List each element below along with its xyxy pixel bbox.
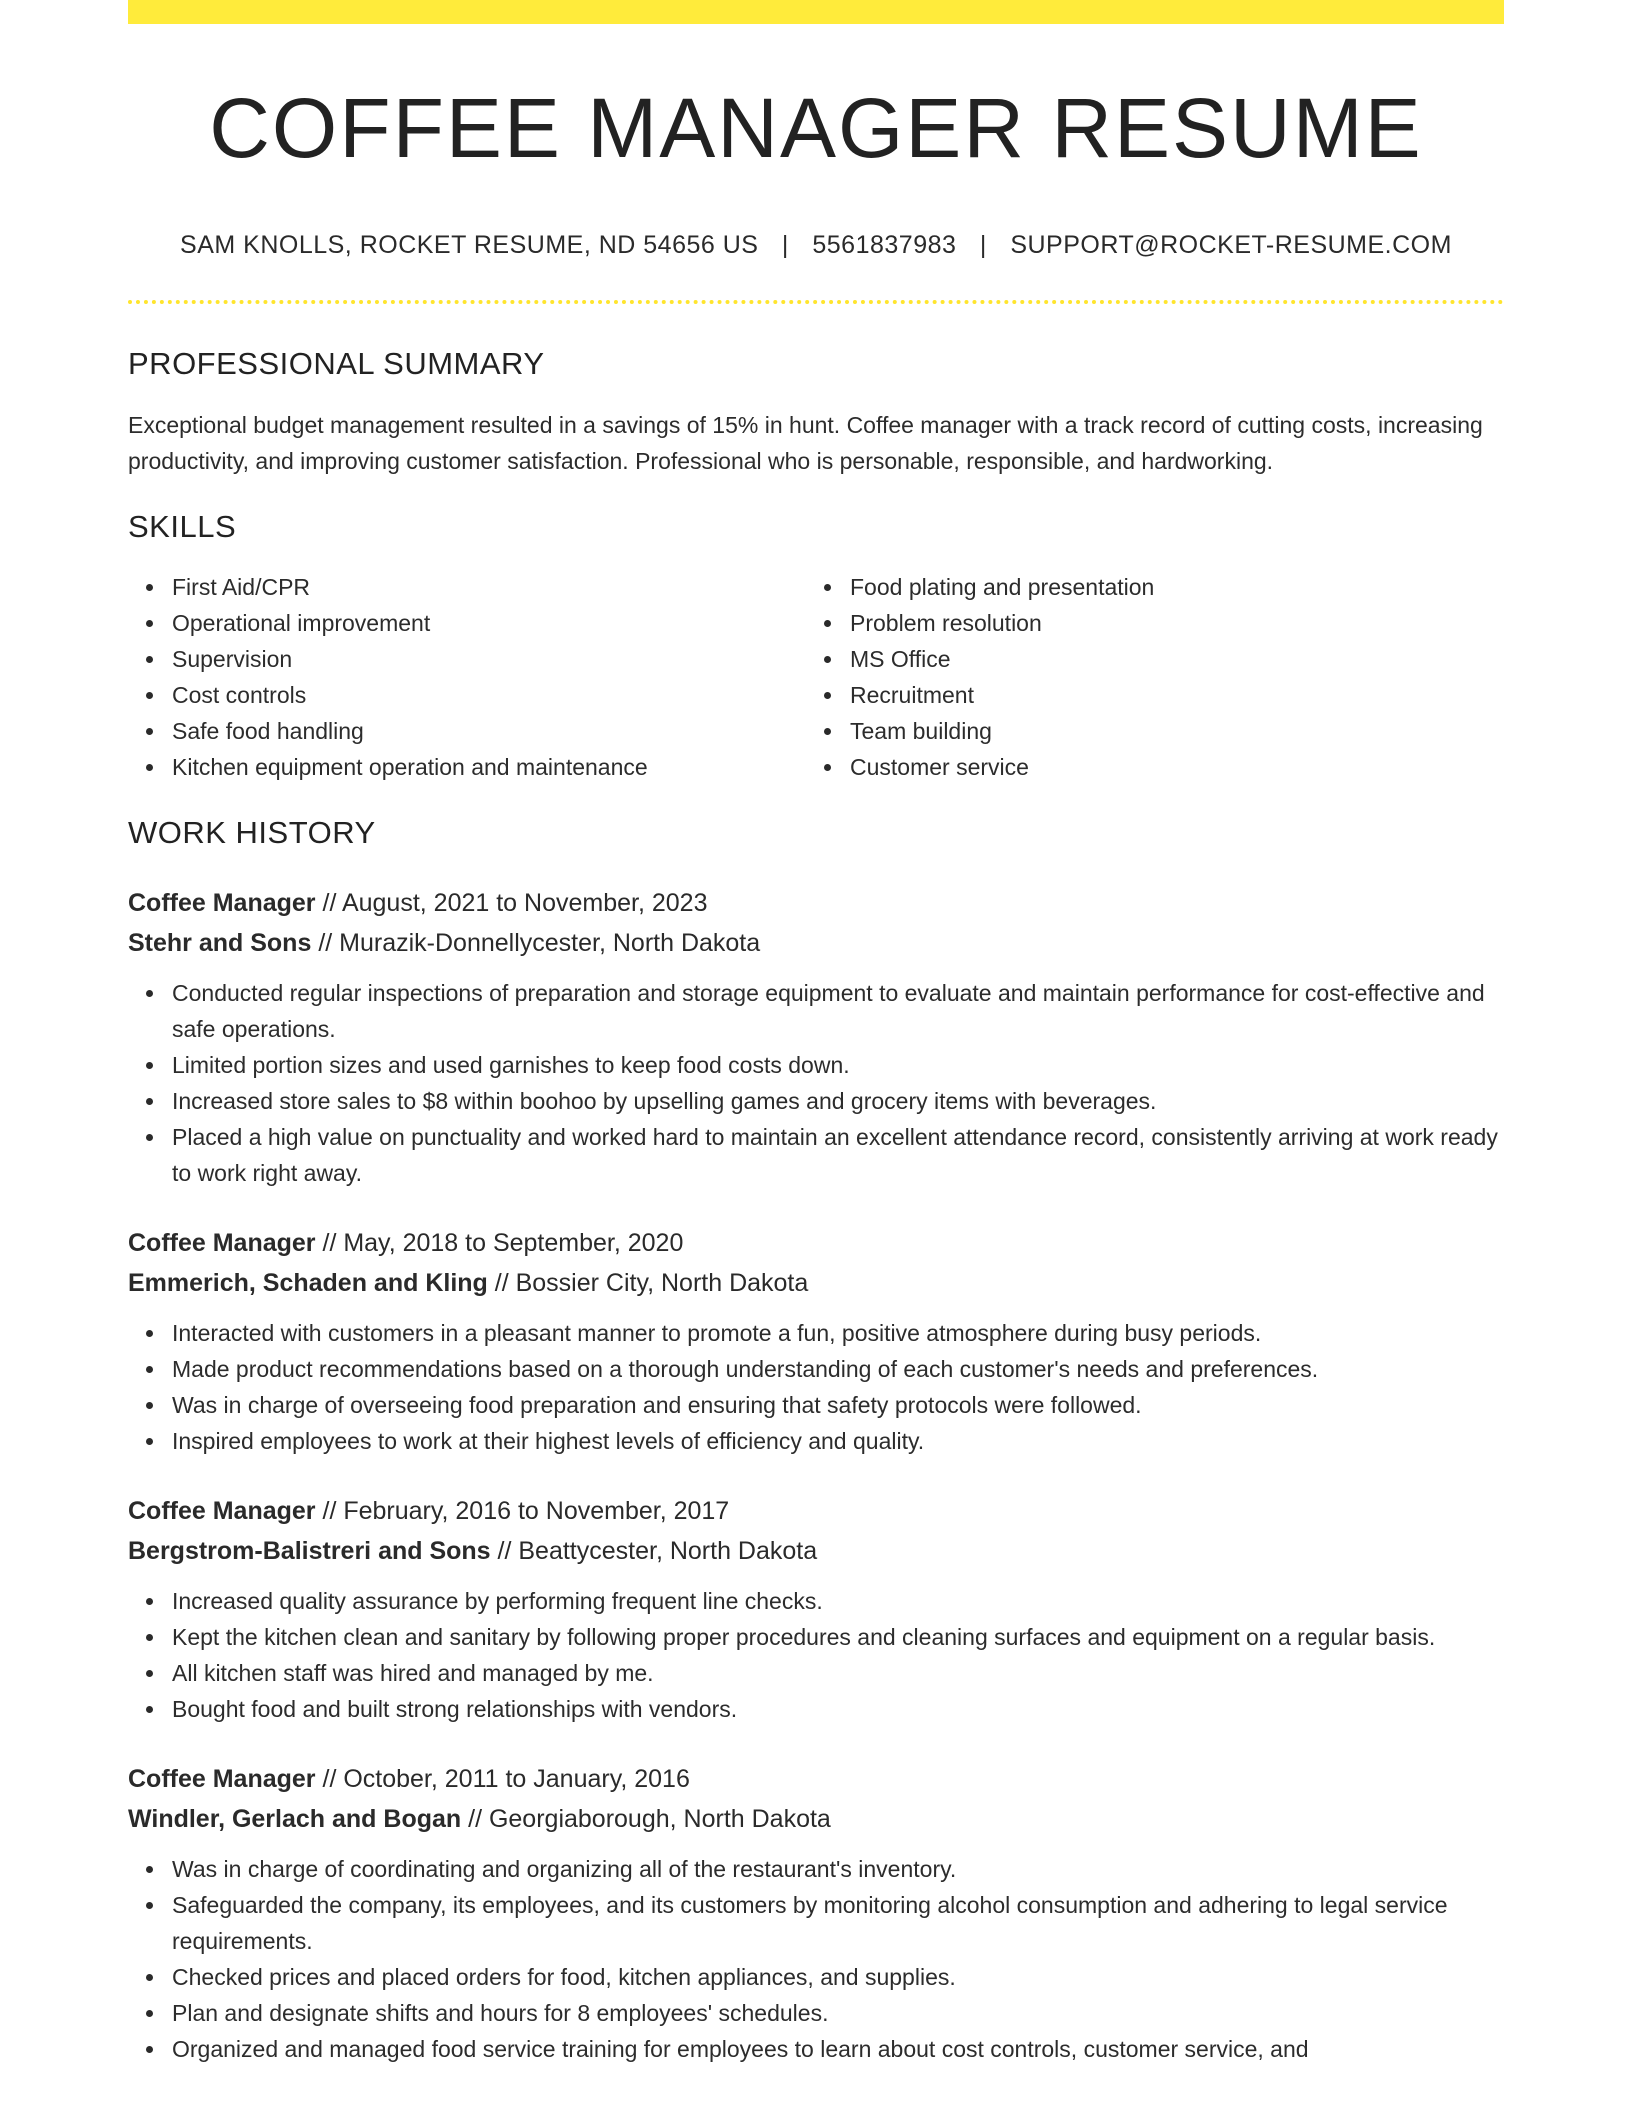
job-dates: // October, 2011 to January, 2016 (315, 1765, 690, 1793)
job-bullets (128, 1851, 1504, 2067)
summary-text: Exceptional budget management resulted in a savings of 15% in hunt. Coffee manager with a track record of cutting costs, increasing productivity, and improving customer satisfaction. Professional who is personable, responsible, and hardworking. (128, 412, 1483, 474)
job-location: // Murazik-Donnellycester, North Dakota (311, 929, 761, 957)
resume-content (128, 0, 1504, 2067)
contact-line (128, 230, 1504, 260)
job-bullet: Increased quality assurance by performing frequent line checks. (172, 1583, 1504, 1619)
skills-heading: SKILLS (128, 509, 237, 544)
skill-item: Recruitment (850, 677, 1484, 713)
job-bullet: Was in charge of overseeing food preparation and ensuring that safety protocols were followed. (172, 1387, 1504, 1423)
job-role: Coffee Manager (128, 1765, 316, 1793)
contact-email: SUPPORT@ROCKET-RESUME.COM (1010, 231, 1452, 259)
skills-right-column (806, 569, 1484, 785)
job-dates: // February, 2016 to November, 2017 (315, 1497, 730, 1525)
job-bullet: Bought food and built strong relationships with vendors. (172, 1691, 1504, 1727)
job-bullet: Safeguarded the company, its employees, and its customers by monitoring alcohol consumption and adhering to legal service requirements. (172, 1887, 1504, 1959)
job-role-line (128, 1223, 1504, 1263)
job-company-line (128, 1263, 1504, 1303)
job-role: Coffee Manager (128, 1497, 316, 1525)
job-entry (128, 883, 1504, 1191)
job-company: Stehr and Sons (128, 929, 312, 957)
summary-heading: PROFESSIONAL SUMMARY (128, 346, 545, 381)
job-location: // Beattycester, North Dakota (490, 1537, 818, 1565)
contact-address: SAM KNOLLS, ROCKET RESUME, ND 54656 US (180, 231, 759, 259)
job-role: Coffee Manager (128, 1229, 316, 1257)
job-bullet: Increased store sales to $8 within boohoo by upselling games and grocery items with beverages. (172, 1083, 1504, 1119)
work-history-heading: WORK HISTORY (128, 815, 376, 850)
resume-title: COFFEE MANAGER RESUME (209, 81, 1423, 175)
job-dates: // May, 2018 to September, 2020 (315, 1229, 684, 1257)
job-company-line (128, 923, 1504, 963)
skill-item: Food plating and presentation (850, 569, 1484, 605)
job-entry (128, 1223, 1504, 1459)
skill-item: First Aid/CPR (172, 569, 806, 605)
job-bullets (128, 975, 1504, 1191)
job-bullet: Organized and managed food service training for employees to learn about cost controls, customer service, and (172, 2031, 1504, 2067)
job-bullet: Plan and designate shifts and hours for 8 employees' schedules. (172, 1995, 1504, 2031)
contact-separator: | (979, 231, 987, 259)
skill-item: Cost controls (172, 677, 806, 713)
job-dates: // August, 2021 to November, 2023 (315, 889, 708, 917)
job-bullet: Placed a high value on punctuality and worked hard to maintain an excellent attendance record, consistently arriving at work ready to work right away. (172, 1119, 1504, 1191)
job-bullet: Was in charge of coordinating and organizing all of the restaurant's inventory. (172, 1851, 1504, 1887)
job-bullet: Kept the kitchen clean and sanitary by following proper procedures and cleaning surfaces and equipment on a regular basis. (172, 1619, 1504, 1655)
skills-left-column (128, 569, 806, 785)
skill-item: Kitchen equipment operation and maintenance (172, 749, 806, 785)
job-company: Windler, Gerlach and Bogan (128, 1805, 462, 1833)
skill-item: Supervision (172, 641, 806, 677)
job-company: Bergstrom-Balistreri and Sons (128, 1537, 491, 1565)
skill-item: MS Office (850, 641, 1484, 677)
job-bullet: Limited portion sizes and used garnishes to keep food costs down. (172, 1047, 1504, 1083)
job-company-line (128, 1799, 1504, 1839)
job-role: Coffee Manager (128, 889, 316, 917)
skill-item: Customer service (850, 749, 1484, 785)
skill-item: Operational improvement (172, 605, 806, 641)
job-role-line (128, 883, 1504, 923)
job-bullets (128, 1315, 1504, 1459)
job-company-line (128, 1531, 1504, 1571)
job-entry (128, 1759, 1504, 2067)
contact-phone: 5561837983 (812, 231, 957, 259)
skill-item: Team building (850, 713, 1484, 749)
skills-list (128, 569, 1504, 785)
job-bullet: Checked prices and placed orders for food, kitchen appliances, and supplies. (172, 1959, 1504, 1995)
job-bullet: Made product recommendations based on a thorough understanding of each customer's needs and preferences. (172, 1351, 1504, 1387)
job-role-line (128, 1759, 1504, 1799)
job-bullet: Inspired employees to work at their highest levels of efficiency and quality. (172, 1423, 1504, 1459)
job-location: // Georgiaborough, North Dakota (461, 1805, 831, 1833)
dotted-divider (128, 300, 1504, 304)
job-company: Emmerich, Schaden and Kling (128, 1269, 488, 1297)
job-bullets (128, 1583, 1504, 1727)
job-entry (128, 1491, 1504, 1727)
skill-item: Safe food handling (172, 713, 806, 749)
job-location: // Bossier City, North Dakota (487, 1269, 809, 1297)
contact-separator: | (781, 231, 789, 259)
job-bullet: Interacted with customers in a pleasant manner to promote a fun, positive atmosphere during busy periods. (172, 1315, 1504, 1351)
job-bullet: All kitchen staff was hired and managed by me. (172, 1655, 1504, 1691)
job-bullet: Conducted regular inspections of preparation and storage equipment to evaluate and maintain performance for cost-effective and safe operations. (172, 975, 1504, 1047)
job-role-line (128, 1491, 1504, 1531)
skill-item: Problem resolution (850, 605, 1484, 641)
